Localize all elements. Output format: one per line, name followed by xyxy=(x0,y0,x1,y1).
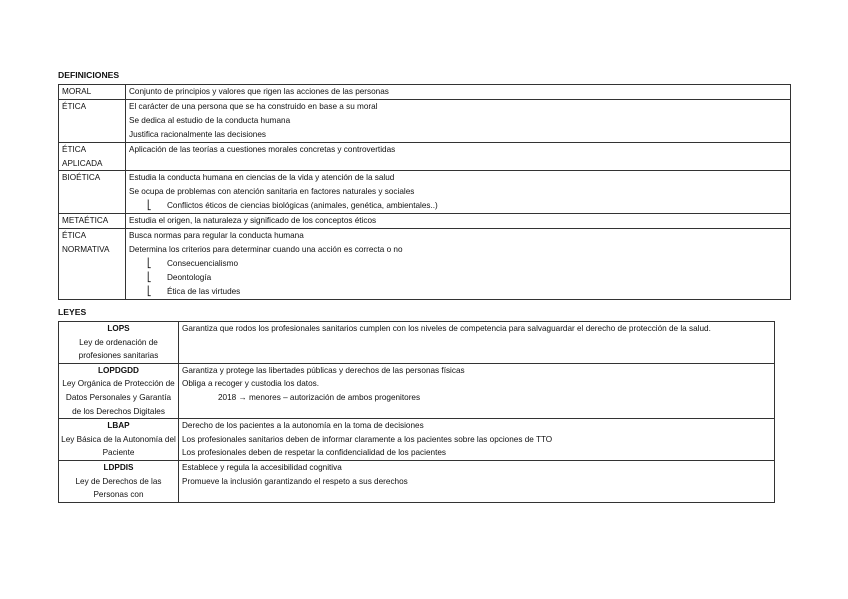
definition-cell xyxy=(126,229,791,300)
law-name: Ley de Derechos de las Personas con xyxy=(75,476,162,500)
law-desc-line: Garantiza que rodos los profesionales sanitarios cumplen con los niveles de competencia para salvaguardar el derecho de protección de la salud. xyxy=(182,324,711,333)
definition-cell xyxy=(126,99,791,142)
law-name: Ley Básica de la Autonomía del Paciente xyxy=(61,434,176,458)
definition-line: Justifica racionalmente las decisiones xyxy=(129,129,266,139)
sub-item xyxy=(129,257,787,271)
term-cell: ÉTICA APLICADA xyxy=(59,142,126,171)
definition-line: Se ocupa de problemas con atención sanitaria en factores naturales y sociales xyxy=(129,187,415,197)
sub-item-label: Consecuencialismo xyxy=(167,258,238,268)
table-row xyxy=(59,85,791,100)
law-name: Ley de ordenación de profesiones sanitarias xyxy=(78,337,159,361)
definition-line: El carácter de una persona que se ha construido en base a su moral xyxy=(129,101,378,111)
definition-line: Conjunto de principios y valores que rigen las acciones de las personas xyxy=(129,87,389,96)
definition-line: Aplicación de las teorías a cuestiones morales concretas y controvertidas xyxy=(129,144,396,154)
law-desc-line: Garantiza y protege las libertades públicas y derechos de las personas físicas xyxy=(182,365,465,375)
law-cell xyxy=(59,460,179,502)
term-cell: ÉTICA NORMATIVA xyxy=(59,229,126,300)
law-desc-cell xyxy=(179,419,775,461)
law-desc-line: Los profesionales deben de respetar la confidencialidad de los pacientes xyxy=(182,448,446,458)
table-row xyxy=(59,363,775,418)
leyes-heading: LEYES xyxy=(58,307,87,317)
law-abbr: LDPDIS xyxy=(103,462,134,472)
definition-cell xyxy=(126,214,791,229)
law-desc-line: Establece y regula la accesibilidad cognitiva xyxy=(182,462,342,472)
definition-line: Determina los criterios para determinar cuando una acción es correcta o no xyxy=(129,244,403,254)
law-desc-cell xyxy=(179,460,775,502)
law-desc-cell xyxy=(179,363,775,418)
sub-item xyxy=(129,285,787,299)
sub-item xyxy=(129,271,787,285)
law-desc-line: Derecho de los pacientes a la autonomía en la toma de decisiones xyxy=(182,421,424,431)
law-abbr: LBAP xyxy=(107,421,130,431)
leyes-table xyxy=(58,321,775,503)
law-name: Ley Orgánica de Protección de Datos Personales y Garantía de los Derechos Digitales xyxy=(62,379,175,416)
term-cell: ÉTICA xyxy=(59,99,126,142)
definition-cell xyxy=(126,171,791,214)
table-row xyxy=(59,322,775,364)
term-cell: MORAL xyxy=(59,85,126,100)
definiciones-heading: DEFINICIONES xyxy=(58,70,120,80)
law-cell xyxy=(59,363,179,418)
sub-item-label: Deontología xyxy=(167,272,212,282)
term-cell: METAÉTICA xyxy=(59,214,126,229)
law-cell xyxy=(59,322,179,364)
table-row xyxy=(59,171,791,214)
law-desc-line: Los profesionales sanitarios deben de informar claramente a los pacientes sobre las opciones de TTO xyxy=(182,434,553,444)
law-desc-line: Promueve la inclusión garantizando el respeto a sus derechos xyxy=(182,476,408,486)
table-row xyxy=(59,214,791,229)
sub-item-label: Ética de las virtudes xyxy=(167,286,241,296)
law-abbr: LOPDGDD xyxy=(98,365,139,375)
definition-line: Estudia la conducta humana en ciencias de la vida y atención de la salud xyxy=(129,173,395,183)
definiciones-table xyxy=(58,84,791,300)
law-desc-subline: 2018 → menores – autorización de ambos progenitores xyxy=(218,392,421,402)
sub-item-label: Conflictos éticos de ciencias biológicas (animales, genética, ambientales..) xyxy=(167,201,438,211)
table-row xyxy=(59,460,775,502)
law-desc-cell xyxy=(179,322,775,364)
branch-icon: ⎣ xyxy=(147,200,152,211)
law-cell xyxy=(59,419,179,461)
table-row xyxy=(59,142,791,171)
branch-icon: ⎣ xyxy=(147,285,152,296)
table-row xyxy=(59,229,791,300)
definition-line: Estudia el origen, la naturaleza y significado de los conceptos éticos xyxy=(129,216,377,226)
law-desc-line: Obliga a recoger y custodia los datos. xyxy=(182,379,319,389)
definition-cell xyxy=(126,85,791,100)
table-row xyxy=(59,99,791,142)
definition-line: Busca normas para regular la conducta humana xyxy=(129,231,304,241)
term-cell: BIOÉTICA xyxy=(59,171,126,214)
definition-cell xyxy=(126,142,791,171)
table-row xyxy=(59,419,775,461)
law-abbr: LOPS xyxy=(107,324,130,333)
branch-icon: ⎣ xyxy=(147,257,152,268)
sub-item xyxy=(129,199,787,213)
definition-line: Se dedica al estudio de la conducta humana xyxy=(129,115,291,125)
branch-icon: ⎣ xyxy=(147,271,152,282)
